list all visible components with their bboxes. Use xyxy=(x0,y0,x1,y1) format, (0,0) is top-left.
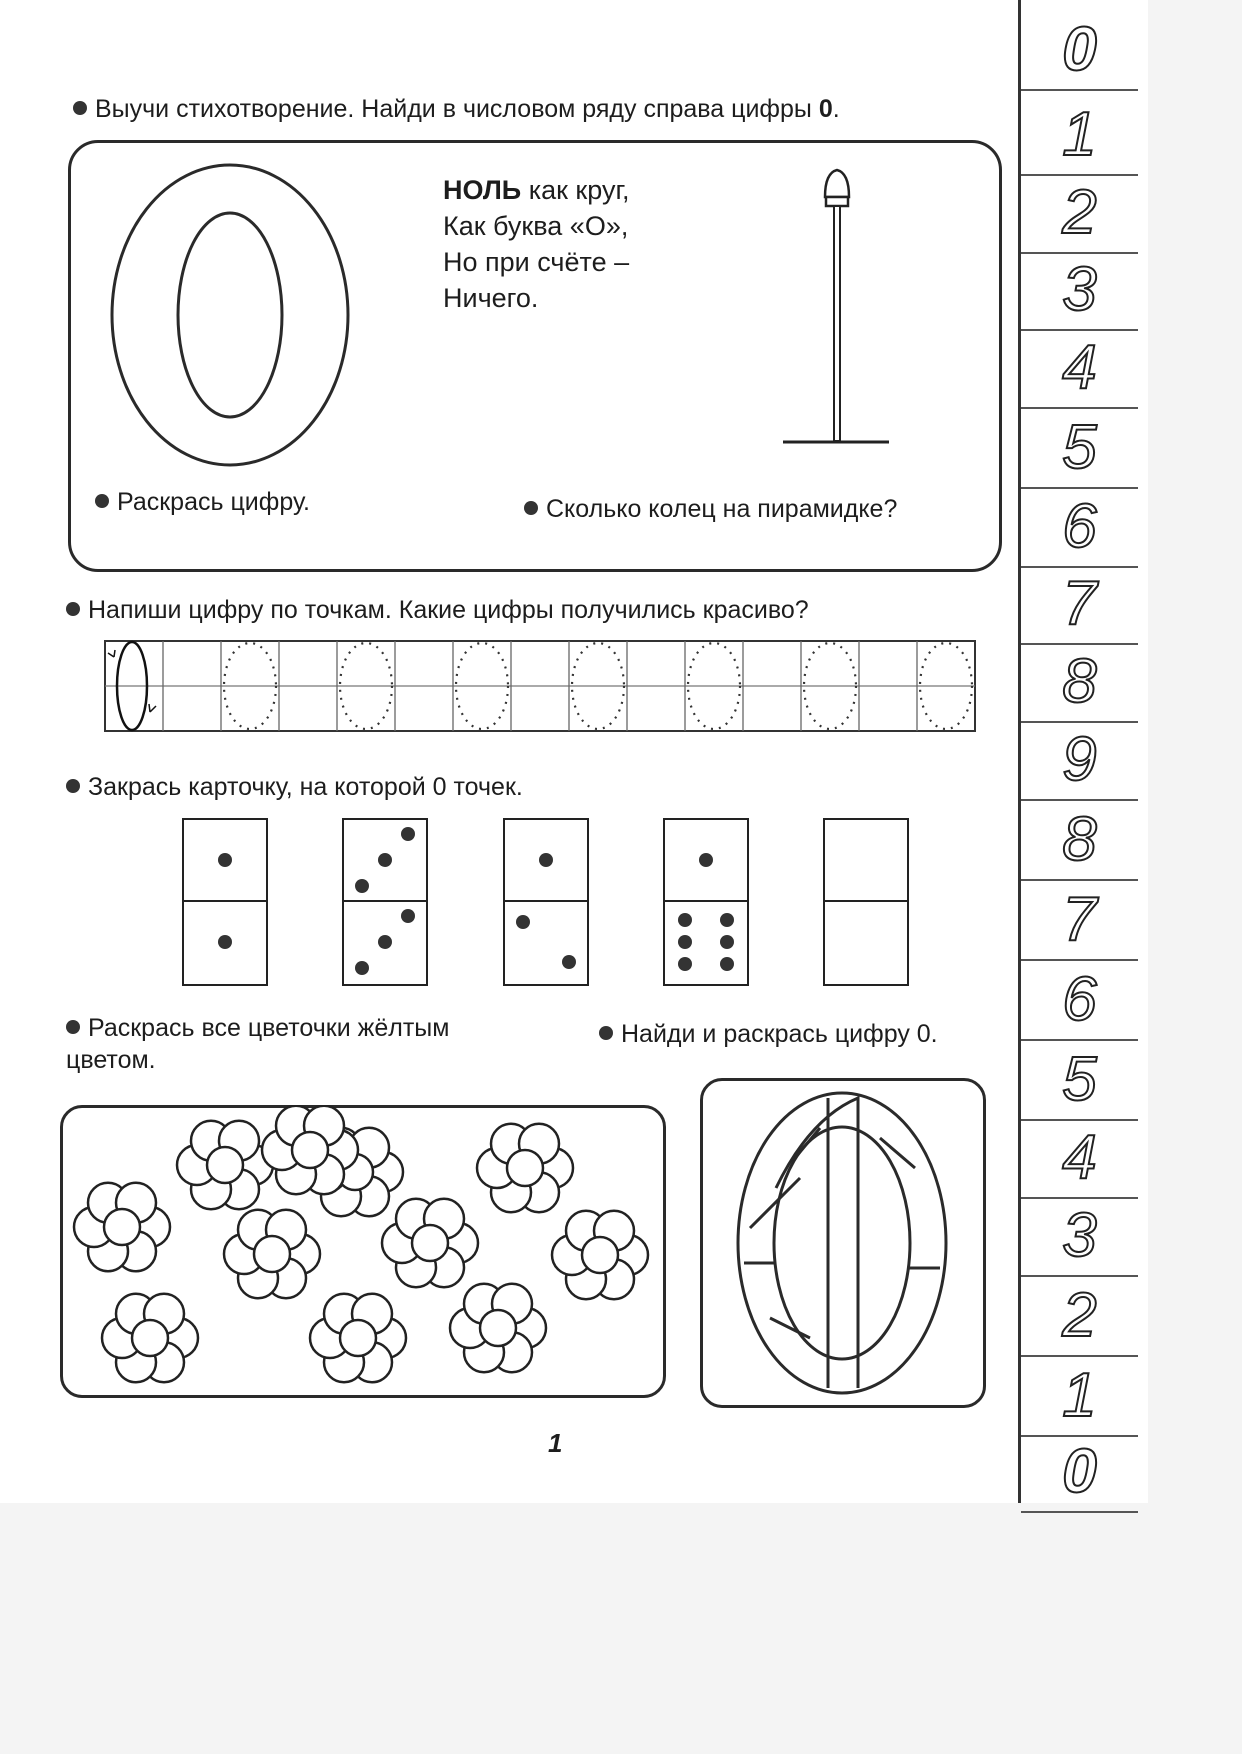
flower-icon[interactable] xyxy=(74,1183,170,1271)
card-dot xyxy=(355,961,369,975)
flower-icon[interactable] xyxy=(450,1284,546,1372)
bullet-icon xyxy=(95,494,109,508)
instruction-shade-card: Закрась карточку, на которой 0 точек. xyxy=(66,772,523,803)
bullet-icon xyxy=(524,501,538,515)
number-column-digit: 6 xyxy=(1021,487,1138,568)
instruction-color-flowers-line2: цветом. xyxy=(66,1046,156,1074)
card-dot xyxy=(720,913,734,927)
flower-icon[interactable] xyxy=(477,1124,573,1212)
poem-line-4: Ничего. xyxy=(443,283,539,313)
card-dot xyxy=(562,955,576,969)
poem-line-2: Как буква «О», xyxy=(443,211,629,241)
flower-icon[interactable] xyxy=(177,1121,273,1209)
instruction-find-zero: Найди и раскрась цифру 0. xyxy=(599,1019,938,1050)
flowers-field xyxy=(60,1105,666,1398)
instruction-write-by-dots: Напиши цифру по точкам. Какие цифры получились красиво? xyxy=(66,595,809,626)
number-column-digit: 7 xyxy=(1021,564,1138,645)
number-column-digit: 8 xyxy=(1021,800,1138,881)
number-column-digit: 0 xyxy=(1021,10,1138,91)
bullet-icon xyxy=(73,101,87,115)
card-dot xyxy=(401,909,415,923)
flower-icon[interactable] xyxy=(262,1106,358,1194)
instruction-learn-poem: Выучи стихотворение. Найди в числовом ряду справа цифры 0. xyxy=(73,94,840,125)
instruction-color-flowers: Раскрась все цветочки жёлтым xyxy=(66,1013,449,1044)
card-divider xyxy=(344,900,426,902)
dot-card[interactable] xyxy=(182,818,268,986)
card-dot xyxy=(401,827,415,841)
bullet-icon xyxy=(599,1026,613,1040)
number-column-digit: 4 xyxy=(1021,1118,1138,1199)
instruction-digit: 0 xyxy=(818,95,833,123)
card-dot xyxy=(678,957,692,971)
page-number: 1 xyxy=(548,1428,563,1458)
card-dot xyxy=(218,935,232,949)
flower-icon[interactable] xyxy=(224,1210,320,1298)
card-dot xyxy=(720,957,734,971)
card-dot xyxy=(720,935,734,949)
dot-card[interactable] xyxy=(663,818,749,986)
dot-card[interactable] xyxy=(823,818,909,986)
number-column-digit: 4 xyxy=(1021,328,1138,409)
number-column-digit: 2 xyxy=(1021,173,1138,254)
bullet-icon xyxy=(66,602,80,616)
card-dot xyxy=(539,853,553,867)
pyramid-stick-icon xyxy=(775,165,895,455)
card-dot xyxy=(678,935,692,949)
number-column-digit: 1 xyxy=(1021,1356,1138,1437)
number-column-digit: 5 xyxy=(1021,1040,1138,1121)
bullet-icon xyxy=(66,1020,80,1034)
card-divider xyxy=(665,900,747,902)
number-column-digit: 0 xyxy=(1021,1432,1138,1513)
poem-line-1: НОЛЬ как круг, xyxy=(443,175,630,205)
card-dot xyxy=(218,853,232,867)
instruction-color-digit: Раскрась цифру. xyxy=(95,487,310,518)
card-divider xyxy=(825,900,907,902)
card-dot xyxy=(699,853,713,867)
big-zero-outline xyxy=(95,155,375,475)
card-dot xyxy=(378,935,392,949)
bullet-icon xyxy=(66,779,80,793)
number-column-digit: 6 xyxy=(1021,960,1138,1041)
card-dot xyxy=(516,915,530,929)
card-divider xyxy=(505,900,587,902)
number-column-digit: 3 xyxy=(1021,250,1138,331)
hidden-zero-puzzle xyxy=(700,1078,986,1408)
number-column-digit: 5 xyxy=(1021,408,1138,489)
number-column-digit: 7 xyxy=(1021,880,1138,961)
number-column-digit: 9 xyxy=(1021,720,1138,801)
number-column-digit: 8 xyxy=(1021,642,1138,723)
dot-card[interactable] xyxy=(342,818,428,986)
number-column-digit: 1 xyxy=(1021,95,1138,176)
dot-card[interactable] xyxy=(503,818,589,986)
flower-icon[interactable] xyxy=(382,1199,478,1287)
card-dot xyxy=(355,879,369,893)
number-column-digit: 2 xyxy=(1021,1276,1138,1357)
poem-line-3: Но при счёте – xyxy=(443,247,630,277)
tracing-grid xyxy=(100,637,980,737)
flower-icon[interactable] xyxy=(310,1294,406,1382)
card-dot xyxy=(678,913,692,927)
flower-icon[interactable] xyxy=(552,1211,648,1299)
card-dot xyxy=(378,853,392,867)
number-column-digit: 3 xyxy=(1021,1196,1138,1277)
poem-text xyxy=(443,172,630,316)
instruction-how-many-rings: Сколько колец на пирамидке? xyxy=(524,494,897,525)
flower-icon[interactable] xyxy=(102,1294,198,1382)
card-divider xyxy=(184,900,266,902)
